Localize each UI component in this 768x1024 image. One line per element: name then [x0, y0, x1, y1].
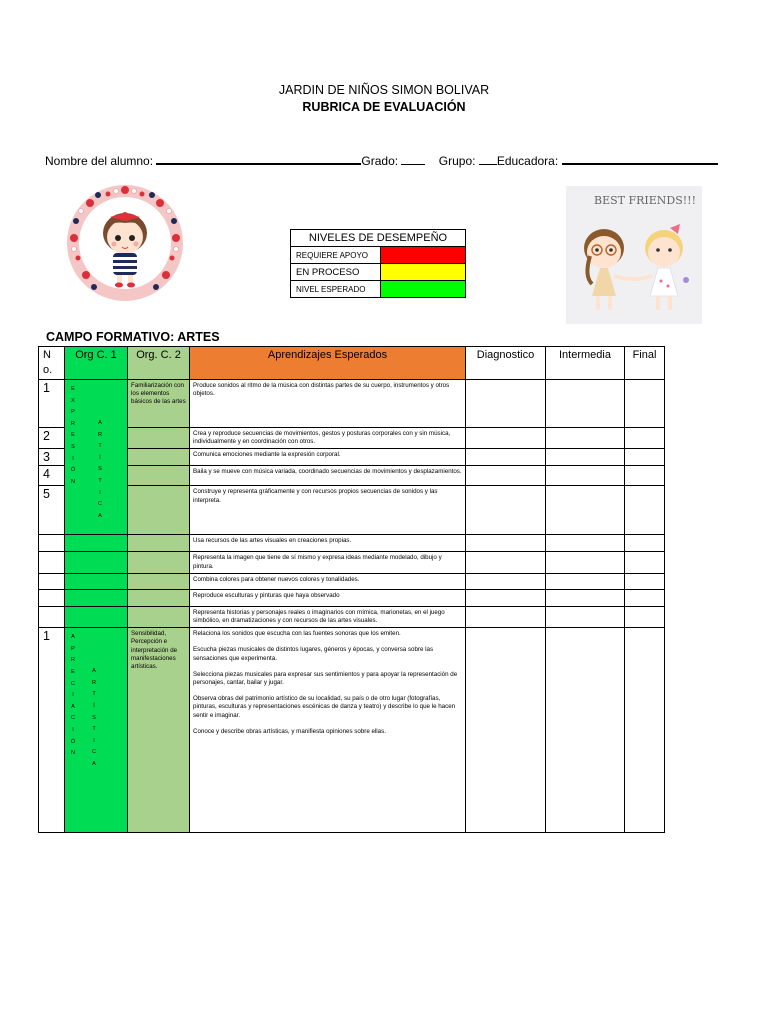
girl-figure: [103, 212, 147, 288]
vertical-letter: I: [72, 727, 74, 734]
row-number: 1: [39, 380, 65, 428]
aprendizajes-cell: Representa la imagen que tiene de sí mismo y expresa ideas mediante modelado, dibujo y pintura.: [190, 552, 466, 573]
org-c1-cell: [65, 628, 128, 833]
org-c2-cell: Sensibilidad, Percepción e interpretación de manifestaciones artísticas.: [128, 628, 190, 833]
org-c2-cell: [128, 606, 190, 627]
performance-levels-table: [290, 229, 466, 298]
vertical-letter: S: [98, 466, 102, 473]
level-color-swatch: [381, 247, 466, 264]
vertical-letter: S: [71, 444, 75, 450]
intermedia-cell[interactable]: [546, 466, 625, 486]
intermedia-cell[interactable]: [546, 606, 625, 627]
diagnostico-cell[interactable]: [466, 380, 546, 428]
header-no: N o.: [39, 347, 65, 380]
aprendizajes-cell: Usa recursos de las artes visuales en creaciones propias.: [190, 535, 466, 552]
row-number: [39, 606, 65, 627]
vertical-letter: A: [98, 420, 102, 426]
campo-formativo-heading: CAMPO FORMATIVO: ARTES: [46, 330, 220, 344]
diagnostico-cell[interactable]: [466, 486, 546, 535]
vertical-letter: R: [92, 679, 96, 686]
row-number: 1: [39, 628, 65, 833]
vertical-letter: T: [92, 726, 96, 733]
aprendizajes-cell: Baila y se mueve con música variada, coordinado secuencias de movimientos y desplazamientos.: [190, 466, 466, 486]
aprendizajes-cell: Comunica emociones mediante la expresión corporal.: [190, 449, 466, 466]
diagnostico-cell[interactable]: [466, 428, 546, 449]
girl-wreath-illustration: [64, 183, 186, 303]
table-row: [39, 628, 665, 833]
org-c1-cell: [65, 606, 128, 627]
diagnostico-cell[interactable]: [466, 589, 546, 606]
aprendizajes-cell: Combina colores para obtener nuevos colores y tonalidades.: [190, 573, 466, 589]
group-label: Grupo:: [438, 154, 476, 168]
vertical-letter: A: [92, 761, 96, 768]
intermedia-cell[interactable]: [546, 449, 625, 466]
teacher-blank[interactable]: [562, 151, 718, 165]
header-diagnostico: Diagnostico: [466, 347, 546, 380]
row-number: [39, 552, 65, 573]
final-cell[interactable]: [625, 380, 665, 428]
intermedia-cell[interactable]: [546, 628, 625, 833]
org-c2-cell: [128, 589, 190, 606]
org-c2-cell: [128, 486, 190, 535]
aprendizajes-cell: Construye y representa gráficamente y con recursos propios secuencias de sonidos y las interpreta.: [190, 486, 466, 535]
final-cell[interactable]: [625, 428, 665, 449]
level-color-swatch: [381, 281, 466, 298]
org-c2-cell: Familiarización con los elementos básicos de las artes: [128, 380, 190, 428]
diagnostico-cell[interactable]: [466, 535, 546, 552]
intermedia-cell[interactable]: [546, 380, 625, 428]
header-aprendizajes: Aprendizajes Esperados: [190, 347, 466, 380]
diagnostico-cell[interactable]: [466, 552, 546, 573]
level-label: REQUIERE APOYO: [291, 247, 381, 264]
final-cell[interactable]: [625, 628, 665, 833]
aprendizajes-cell: [190, 628, 466, 833]
aprendizaje-item: Observa obras del patrimonio artístico de su localidad, su país o de otro lugar (fotografías, pinturas, esculturas y representaciones escénicas de danza y teatro) y describe lo que le hacen sentir e imaginar.: [193, 695, 456, 719]
row-number: 3: [39, 449, 65, 466]
vertical-letter: S: [92, 714, 96, 721]
row-number: [39, 535, 65, 552]
vertical-letter: T: [98, 478, 102, 484]
vertical-letter: A: [71, 634, 75, 641]
group1-rows: [39, 380, 665, 628]
vertical-letter: N: [71, 750, 75, 757]
vertical-letter: T: [92, 691, 96, 698]
org-c2-cell: [128, 428, 190, 449]
intermedia-cell[interactable]: [546, 428, 625, 449]
row-number: [39, 589, 65, 606]
header-org-c1: Org C. 1: [65, 347, 128, 380]
header-final: Final: [625, 347, 665, 380]
org-c1-cell: [65, 573, 128, 589]
org-c1-cell: [65, 589, 128, 606]
student-name-blank[interactable]: [156, 151, 361, 165]
org-c2-cell: [128, 573, 190, 589]
aprendizajes-cell: Produce sonidos al ritmo de la música con distintas partes de su cuerpo, instrumentos y otros objetos.: [190, 380, 466, 428]
vertical-letter: A: [71, 703, 75, 710]
final-cell[interactable]: [625, 589, 665, 606]
best-friends-caption: BEST FRIENDS!!!: [594, 194, 697, 207]
table-row: [39, 428, 665, 449]
vertical-letter: E: [71, 669, 75, 676]
row-number: 5: [39, 486, 65, 535]
org-c2-cell: [128, 466, 190, 486]
vertical-letter: P: [71, 409, 75, 416]
vertical-letter: A: [92, 668, 96, 675]
org-c1-cell: [65, 535, 128, 552]
diagnostico-cell[interactable]: [466, 449, 546, 466]
vertical-letter: E: [71, 432, 75, 439]
group-blank[interactable]: [479, 152, 497, 165]
rubric-table: [38, 346, 665, 833]
vertical-letter: Í: [93, 703, 95, 710]
vertical-letter: I: [72, 692, 74, 699]
table-row: [39, 552, 665, 573]
final-cell[interactable]: [625, 486, 665, 535]
final-cell[interactable]: [625, 466, 665, 486]
table-row: [39, 535, 665, 552]
two-girls-icon: [566, 186, 702, 324]
diagnostico-cell[interactable]: [466, 466, 546, 486]
table-row: [39, 466, 665, 486]
table-row: [39, 486, 665, 535]
grade-label: Grado:: [361, 154, 399, 168]
aprendizajes-cell: Crea y reproduce secuencias de movimientos, gestos y posturas corporales con y sin música, individualmente y en coordinación con otros.: [190, 428, 466, 449]
vertical-letter: N: [71, 478, 75, 485]
vertical-letter: C: [98, 501, 102, 508]
vertical-letter: Ó: [70, 467, 76, 474]
table-row: [39, 573, 665, 589]
vertical-letter: I: [99, 489, 101, 496]
level-color-swatch: [381, 264, 466, 281]
row-number: [39, 573, 65, 589]
org-c2-cell: [128, 535, 190, 552]
vertical-letter: I: [93, 737, 95, 744]
final-cell[interactable]: [625, 552, 665, 573]
vertical-letter: I: [72, 455, 74, 462]
final-cell[interactable]: [625, 606, 665, 627]
org-c2-cell: [128, 449, 190, 466]
teacher-label: Educadora:: [496, 154, 559, 168]
intermedia-cell[interactable]: [546, 573, 625, 589]
org-c2-cell: [128, 552, 190, 573]
final-cell[interactable]: [625, 573, 665, 589]
header-intermedia: Intermedia: [546, 347, 625, 380]
vertical-letter: R: [71, 657, 75, 664]
rubric-title: RUBRICA DE EVALUACIÓN: [302, 100, 466, 114]
diagnostico-cell[interactable]: [466, 573, 546, 589]
vertical-letter: T: [98, 443, 102, 450]
best-friends-illustration: [566, 186, 702, 324]
vertical-letter: E: [71, 386, 75, 392]
school-name: JARDIN DE NIÑOS SIMON BOLIVAR: [278, 83, 490, 97]
org-c1-cell: [65, 380, 128, 535]
aprendizajes-cell: Reproduce esculturas y pinturas que haya observado: [190, 589, 466, 606]
aprendizaje-item: Relaciona los sonidos que escucha con las fuentes sonoras que los emiten.: [193, 630, 401, 638]
intermedia-cell[interactable]: [546, 486, 625, 535]
levels-title: NIVELES DE DESEMPEÑO: [291, 230, 466, 247]
table-row: [39, 449, 665, 466]
student-name-label: Nombre del alumno:: [45, 154, 154, 168]
vertical-letter: Ó: [70, 738, 76, 745]
aprendizaje-item: Escucha piezas musicales de distintos lugares, géneros y épocas, y conversa sobre las sensaciones que experimenta.: [193, 646, 434, 662]
org-c1-cell: [65, 552, 128, 573]
table-row: [39, 589, 665, 606]
table-row: [39, 380, 665, 428]
vertical-letter: X: [71, 397, 75, 404]
final-cell[interactable]: [625, 535, 665, 552]
vertical-letter: C: [92, 749, 96, 756]
vertical-letter: Í: [99, 454, 101, 461]
diagnostico-cell[interactable]: [466, 628, 546, 833]
final-cell[interactable]: [625, 449, 665, 466]
diagnostico-cell[interactable]: [466, 606, 546, 627]
vertical-letter: R: [71, 420, 75, 427]
vertical-letter: A: [98, 512, 102, 519]
level-label: NIVEL ESPERADO: [291, 281, 381, 298]
student-info-line: [45, 151, 718, 168]
level-label: EN PROCESO: [291, 264, 381, 281]
aprendizaje-item: Selecciona piezas musicales para expresar sus sentimientos y para apoyar la representación de personajes, cantar, bailar y jugar.: [193, 670, 458, 687]
vertical-letter: C: [71, 715, 75, 722]
intermedia-cell[interactable]: [546, 589, 625, 606]
intermedia-cell[interactable]: [546, 535, 625, 552]
row-number: 4: [39, 466, 65, 486]
aprendizajes-cell: Representa historias y personajes reales o imaginarios con mímica, marionetas, en el juego simbólico, en dramatizaciones y con recursos de las artes visuales.: [190, 606, 466, 627]
table-row: [39, 606, 665, 627]
vertical-letter: C: [71, 680, 75, 687]
intermedia-cell[interactable]: [546, 552, 625, 573]
vertical-letter: R: [98, 431, 102, 438]
vertical-letter: P: [71, 645, 75, 652]
grade-blank[interactable]: [401, 152, 425, 165]
header-org-c2: Org. C. 2: [128, 347, 190, 380]
aprendizaje-item: Conoce y describe obras artísticas, y manifiesta opiniones sobre ellas.: [193, 727, 386, 735]
row-number: 2: [39, 428, 65, 449]
